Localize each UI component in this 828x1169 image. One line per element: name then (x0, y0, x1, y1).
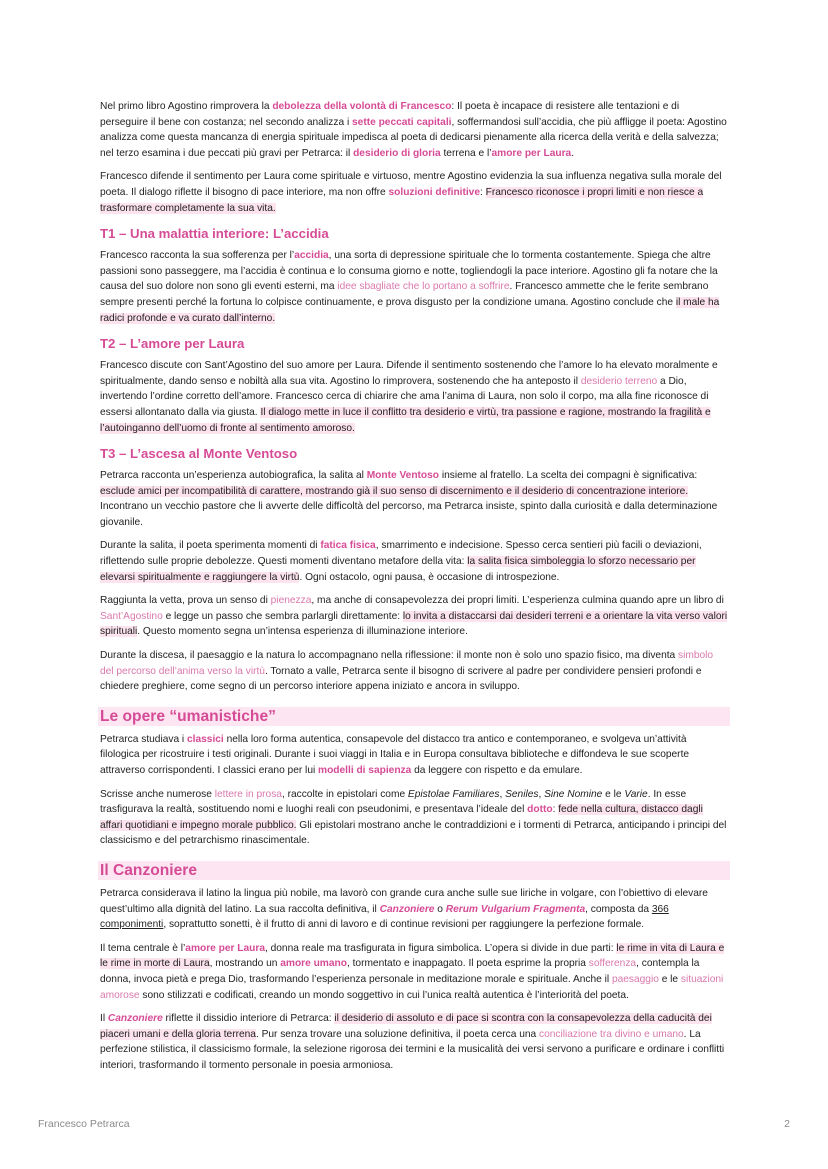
bold-term: soluzioni definitive (388, 186, 480, 198)
paragraph (100, 886, 728, 933)
text-run: nella loro forma autentica, consapevole del distacco tra antico e contemporaneo, e svolgeva un’attività filologica per ricostruire i testi originali. Durante i suoi viaggi in Italia e in Europa consultava biblioteche e diffondeva le sue scoperte attraverso corrispondenti. I classici erano per lui (100, 733, 690, 776)
paragraph (100, 538, 728, 585)
italic-title: Canzoniere (107, 1013, 163, 1025)
italic-title: Varie (624, 788, 648, 800)
italic-title: Sine Nomine (544, 788, 603, 800)
bold-term: Monte Ventoso (366, 470, 440, 482)
paragraph (100, 99, 728, 161)
text-run: Petrarca studiava i (100, 733, 188, 745)
highlighted-passage: le rime in vita di Laura e le rime in morte di Laura (100, 942, 725, 970)
text-run: Petrarca racconta un’esperienza autobiografica, la salita al (100, 470, 367, 482)
text-run: insieme al fratello. La scelta dei compagni è significativa: (439, 470, 698, 482)
bold-term: sette peccati capitali (352, 116, 452, 128)
bold-term: classici (187, 733, 224, 745)
text-run: . (571, 147, 575, 159)
text-run: . Francesco ammette che le ferite sembrano sempre presenti perché la fortuna lo colpisce continuamente, e prova disgusto per la condizione umana. Agostino conclude che (100, 281, 709, 308)
paragraph (100, 648, 728, 695)
paragraph (100, 169, 728, 216)
text-run: , contempla la donna, invoca pietà e prega Dio, trasformando l’esperienza personale in meditazione morale e spirituale. Anche il (100, 958, 700, 985)
bold-term: amore umano (280, 958, 347, 970)
text-run: Raggiunta la vetta, prova un senso di (100, 595, 271, 607)
text-run: , (538, 788, 545, 800)
highlighted-passage: il male ha radici profonde e va curato dall’interno. (100, 296, 720, 324)
text-run: e le (602, 788, 625, 800)
bold-term: amore per Laura (185, 942, 265, 954)
text-run: sono stilizzati e codificati, creando un mondo soggettivo in cui l’unica realtà autentica è l’interiorità del poeta. (139, 989, 629, 1001)
text-run: Francesco racconta la sua sofferenza per l’ (100, 250, 295, 262)
footer-title: Francesco Petrarca (38, 1118, 130, 1130)
highlighted-passage: fede nella cultura, distacco dagli affari quotidiani e impegno morale pubblico. (100, 804, 703, 831)
text-run: . Pur senza trovare una soluzione definitiva, il poeta cerca una (255, 1028, 540, 1040)
paragraph (100, 787, 728, 849)
text-run: da leggere con rispetto e da emulare. (411, 765, 583, 776)
text-run: e legge un passo che sembra parlargli direttamente: (162, 610, 403, 622)
highlighted-term: Sant’Agostino (100, 610, 163, 622)
highlighted-term: lettere in prosa (214, 788, 282, 800)
bold-term: debolezza della volontà di Francesco (272, 101, 452, 112)
bold-term: accidia (294, 250, 329, 262)
text-run: Francesco discute con Sant’Agostino del suo amore per Laura. Difende il sentimento sostenendo che l’amore lo ha elevato moralmente e spiritualmente, dando senso e nobiltà alla sua vita. Agostino lo rimprovera, sostenendo che ha anteposto il (100, 360, 718, 387)
highlighted-term: paesaggio (611, 973, 659, 985)
italic-title: Seniles (505, 788, 539, 800)
highlighted-passage: Il dialogo mette in luce il conflitto tra desiderio e virtù, tra passione e ragione, mostrando la fragilità e l’autoinganno dell’uomo di fronte al sentimento amoroso. (100, 406, 711, 434)
bold-term: modelli di sapienza (318, 765, 412, 776)
paragraph (100, 358, 728, 436)
text-run: , soffermandosi sull’accidia, che più affligge il poeta: Agostino analizza come questa mancanza di energia spirituale impedisca al poeta di dedicarsi pienamente alla ricerca della verità e della salvezza; nel terzo esamina i due peccati più gravi per Petrarca: il (100, 116, 727, 159)
subsection-heading: T1 – Una malattia interiore: L’accidia (100, 226, 329, 242)
highlighted-term: conciliazione tra divino e umano (539, 1028, 684, 1040)
section-heading: Il Canzoniere (98, 861, 730, 880)
subsection-heading: T2 – L’amore per Laura (100, 336, 245, 352)
document-body (100, 99, 728, 1082)
underlined-term: 366 componimenti (100, 903, 669, 931)
page-footer (38, 1118, 790, 1132)
text-run: , raccolte in epistolari come (281, 788, 408, 800)
highlighted-term: idee sbagliate che lo portano a soffrire (337, 281, 510, 293)
text-run: Gli epistolari mostrano anche le contraddizioni e i tormenti di Petrarca, anticipando i principi del classicismo e del petrarchismo rinascimentale. (100, 819, 727, 847)
text-run: riflette il dissidio interiore di Petrarca: (162, 1013, 335, 1025)
text-run: , soprattutto sonetti, è il frutto di anni di lavoro e di continue revisioni per raggiungere la perfezione formale. (163, 919, 645, 931)
text-run: Petrarca considerava il latino la lingua più nobile, ma lavorò con grande cura anche sulle sue liriche in volgare, con l’obiettivo di elevare quest’ultimo alla dignità del latino. La sua raccolta definitiva, il (100, 887, 708, 915)
text-run: Incontrano un vecchio pastore che li avverte delle difficoltà del percorso, ma Petrarca insiste, spinto dalla curiosità e dalla determinazione giovanile. (100, 501, 718, 528)
highlighted-passage: la salita fisica simboleggia lo sforzo necessario per elevarsi spiritualmente e raggiungere la virtù (100, 556, 696, 583)
text-run: . La perfezione stilistica, il classicismo formale, la selezione rigorosa dei termini e la musicalità dei versi servono a purificare e ordinare i conflitti interiori, trasformando il tormento personale in poesia armoniosa. (100, 1028, 725, 1071)
text-run: Francesco difende il sentimento per Laura come spirituale e virtuoso, mentre Agostino evidenzia la sua influenza negativa sulla morale del poeta. Il dialogo riflette il bisogno di pace interiore, ma non offre (100, 171, 722, 198)
text-run: Durante la discesa, il paesaggio e la natura lo accompagnano nella riflessione: il monte non è solo uno spazio fisico, ma diventa (100, 650, 679, 662)
text-run: : (480, 186, 486, 198)
bold-term: desiderio di gloria (353, 147, 441, 159)
highlighted-passage: il desiderio di assoluto e di pace si scontra con la consapevolezza della caducità dei piaceri umani e della gloria terrena (100, 1013, 712, 1040)
highlighted-passage: lo invita a distaccarsi dai desideri terreni e a orientare la vita verso valori spirituali (100, 610, 728, 638)
text-run: , donna reale ma trasfigurata in figura simbolica. L’opera si divide in due parti: (264, 942, 617, 954)
highlighted-term: situazioni amorose (100, 973, 724, 1001)
text-run: , tormentato e inappagato. Il poeta esprime la propria (346, 958, 589, 970)
bold-term: dotto (527, 804, 553, 816)
italic-title: Rerum Vulgarium Fragmenta (445, 903, 586, 915)
paragraph (100, 593, 728, 640)
text-run: : (552, 804, 559, 816)
text-run: , ma anche di consapevolezza dei propri limiti. L’esperienza culmina quando apre un libro di (311, 595, 724, 607)
text-run: . Questo momento segna un’intensa esperienza di illuminazione interiore. (137, 626, 468, 638)
page-number: 2 (784, 1118, 790, 1130)
paragraph (100, 941, 728, 1003)
bold-term: amore per Laura (491, 147, 572, 159)
paragraph (100, 468, 728, 530)
text-run: e le (658, 973, 681, 985)
text-run: , una sorta di depressione spirituale che lo tormenta costantemente. Spiega che altre passioni sono passeggere, ma l’accidia è continua e lo consuma giorno e notte, togliendogli la pace interiore. Agostino gli fa notare che la causa del suo dolore non sono gli eventi esterni, ma (100, 250, 718, 293)
paragraph (100, 732, 728, 779)
text-run: , smarrimento e indecisione. Spesso cerca sentieri più facili o deviazioni, riflettendo sulle proprie debolezze. Questi momenti diventano metafore della vita: (100, 540, 702, 568)
highlighted-term: desiderio terreno (580, 375, 658, 387)
section-heading: Le opere “umanistiche” (98, 707, 730, 726)
text-run: Il (100, 1013, 108, 1025)
text-run: terrena e l’ (440, 147, 492, 159)
text-run: , mostrando un (209, 958, 281, 970)
text-run: Durante la salita, il poeta sperimenta momenti di (100, 540, 321, 552)
text-run: : Il poeta è incapace di resistere alle tentazioni e di perseguire il bene con costanza; nel secondo analizza i (100, 101, 680, 128)
paragraph (100, 248, 728, 326)
paragraph (100, 1011, 728, 1073)
text-run: , (499, 788, 506, 800)
text-run: . Tornato a valle, Petrarca sente il bisogno di scrivere al padre per condividere pensieri profondi e chiedere preghiere, come segno di un percorso interiore appena iniziato e ancora in sviluppo. (100, 665, 702, 693)
text-run: Scrisse anche numerose (100, 788, 215, 800)
text-run: o (434, 903, 446, 915)
highlighted-term: simbolo del percorso dell’anima verso la virtù (100, 650, 714, 677)
highlighted-passage: esclude amici per incompatibilità di carattere, mostrando già il suo senso di discernimento e il desiderio di concentrazione interiore. (100, 485, 689, 497)
text-run: , composta da (585, 903, 652, 915)
bold-term: fatica fisica (320, 540, 376, 552)
highlighted-passage: Francesco riconosce i propri limiti e non riesce a trasformare completamente la sua vita. (100, 186, 704, 214)
subsection-heading: T3 – L’ascesa al Monte Ventoso (100, 446, 298, 462)
text-run: . In esse trasfigurava la realtà, sostituendo nomi e luoghi reali con pseudonimi, e presentava l’ideale del (100, 788, 687, 816)
text-run: . Ogni ostacolo, ogni pausa, è occasione di introspezione. (299, 571, 560, 583)
highlighted-term: pienezza (270, 595, 312, 607)
highlighted-term: sofferenza (588, 958, 637, 970)
text-run: Il tema centrale è l’ (100, 942, 186, 954)
text-run: Nel primo libro Agostino rimprovera la (100, 101, 273, 112)
italic-title: Canzoniere (379, 903, 435, 915)
text-run: a Dio, invertendo l’ordine corretto dell’amore. Francesco cerca di chiarire che ama l’anima di Laura, non solo il corpo, ma alla fine riconosce di essersi allontanato dalla via giusta. (100, 375, 709, 418)
italic-title: Epistolae Familiares (407, 788, 500, 800)
